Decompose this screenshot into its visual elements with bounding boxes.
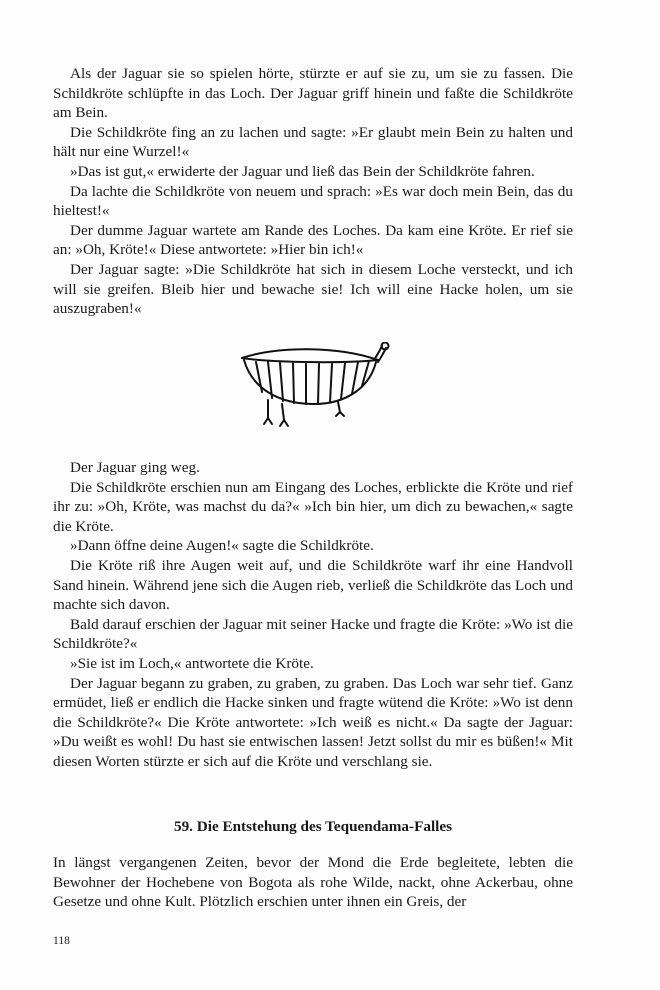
paragraph: Die Schildkröte erschien nun am Eingang des Loches, erblickte die Kröte und rief ihr zu: »Oh, Kröte, was machst du da?« »Ich bin hier, um dich zu bewachen,« sagte die Kröte. — [53, 478, 573, 535]
paragraph: Der Jaguar ging weg. — [70, 459, 200, 476]
paragraph: In längst vergangenen Zeiten, bevor der Mond die Erde begleitete, lebten die Bewohner der Hochebene von Bogota als rohe Wilde, nackt, ohne Ackerbau, ohne Gesetze und ohne Kult. Plötzlich erschien unter ihnen ein Greis, der — [53, 854, 573, 911]
paragraph: Die Kröte riß ihre Augen weit auf, und die Schildkröte warf ihr eine Handvoll Sand hinein. Während jene sich die Augen rieb, verließ die Schildkröte das Loch und machte sich davon. — [53, 556, 573, 614]
story-text-top — [53, 64, 573, 319]
page-number: 118 — [53, 935, 70, 947]
paragraph: »Sie ist im Loch,« antwortete die Kröte. — [70, 654, 314, 672]
paragraph: »Dann öffne deine Augen!« sagte die Schildkröte. — [70, 537, 374, 555]
story-text-middle — [53, 458, 573, 772]
paragraph: Da lachte die Schildkröte von neuem und sprach: »Es war doch mein Bein, das du hieltest!« — [53, 182, 573, 220]
paragraph: Der Jaguar sagte: »Die Schildkröte hat sich in diesem Loche versteckt, und ich will sie greifen. Bleib hier und bewache sie! Ich will eine Hacke holen, um sie auszugraben!« — [53, 260, 573, 318]
story-text-bottom — [53, 853, 573, 912]
paragraph: »Das ist gut,« erwiderte der Jaguar und ließ das Bein der Schildkröte fahren. — [70, 162, 535, 180]
turtle-drawing-icon — [238, 342, 394, 434]
paragraph: Als der Jaguar sie so spielen hörte, stürzte er auf sie zu, um sie zu fassen. Die Schildkröte schlüpfte in das Loch. Der Jaguar griff hinein und faßte die Schildkröte am Bein. — [53, 65, 573, 122]
paragraph: Die Schildkröte fing an zu lachen und sagte: »Er glaubt mein Bein zu halten und hält nur eine Wurzel!« — [53, 123, 573, 161]
paragraph: Der dumme Jaguar wartete am Rande des Loches. Da kam eine Kröte. Er rief sie an: »Oh, Kröte!« Diese antwortete: »Hier bin ich!« — [53, 221, 573, 259]
chapter-heading: 59. Die Entstehung des Tequendama-Falles — [173, 818, 453, 835]
paragraph: Bald darauf erschien der Jaguar mit seiner Hacke und fragte die Kröte: »Wo ist die Schildkröte?« — [53, 615, 573, 653]
paragraph: Der Jaguar begann zu graben, zu graben, zu graben. Das Loch war sehr tief. Ganz ermüdet, ließ er endlich die Hacke sinken und fragte wütend die Kröte: »Wo ist denn die Schildkröte?« Die Kröte antwortete: »Ich weiß es nicht.« Da sagte der Jaguar: »Du weißt es wohl! Du hast sie entwischen lassen! Jetzt sollst du mir es büßen!« Mit diesen Worten stürzte er sich auf die Kröte und verschlang sie. — [53, 674, 573, 770]
